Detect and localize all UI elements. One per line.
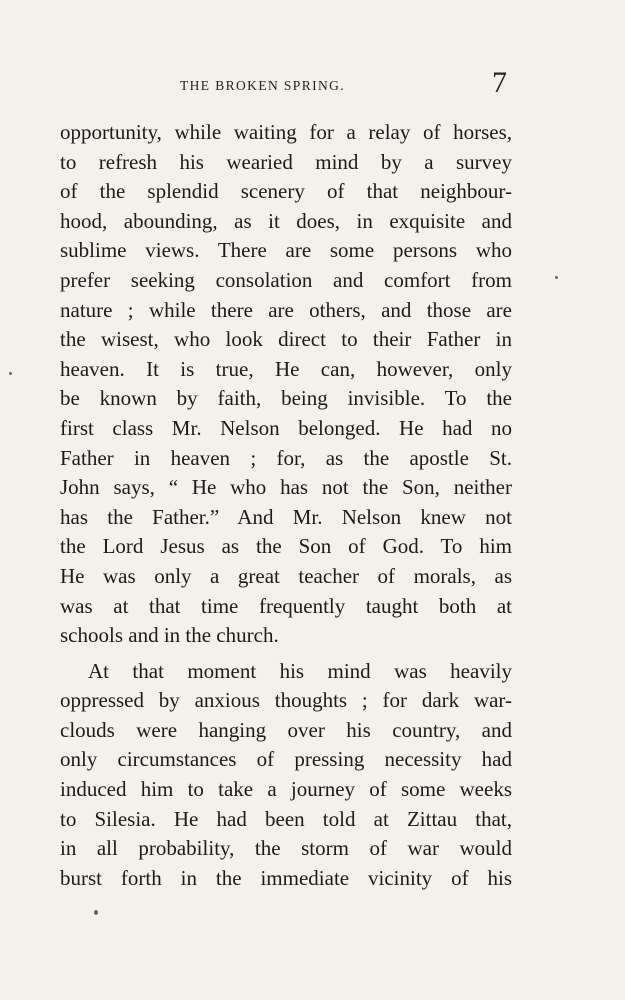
text-line: oppressed by anxious thoughts ; for dark war- bbox=[60, 688, 512, 713]
paper-speck bbox=[94, 910, 98, 915]
text-line: was at that time frequently taught both at bbox=[60, 593, 512, 618]
text-line: schools and in the church. bbox=[60, 623, 279, 648]
text-line: nature ; while there are others, and those are bbox=[60, 297, 512, 322]
text-line: first class Mr. Nelson belonged. He had no bbox=[60, 415, 512, 440]
text-line: Father in heaven ; for, as the apostle St. bbox=[60, 445, 512, 470]
text-line: has the Father.” And Mr. Nelson knew not bbox=[60, 504, 512, 529]
paper-speck bbox=[9, 372, 12, 375]
text-line: sublime views. There are some persons who bbox=[60, 238, 512, 263]
text-line: induced him to take a journey of some weeks bbox=[60, 777, 512, 802]
text-line: opportunity, while waiting for a relay of horses, bbox=[60, 120, 512, 144]
text-line: only circumstances of pressing necessity had bbox=[60, 747, 512, 772]
running-head: THE BROKEN SPRING. bbox=[180, 78, 346, 93]
text-line: hood, abounding, as it does, in exquisite and bbox=[60, 208, 512, 233]
text-line: At that moment his mind was heavily bbox=[88, 658, 512, 683]
text-line: in all probability, the storm of war would bbox=[60, 836, 512, 861]
text-line: burst forth in the immediate vicinity of his bbox=[60, 865, 512, 890]
page-number: 7 bbox=[492, 66, 507, 99]
text-line: to refresh his wearied mind by a survey bbox=[60, 149, 512, 174]
paper-speck bbox=[555, 276, 558, 279]
text-line: clouds were hanging over his country, and bbox=[60, 717, 512, 742]
body-text bbox=[60, 118, 512, 893]
paragraph-1 bbox=[60, 118, 512, 651]
paragraph-2 bbox=[60, 657, 512, 894]
text-line: prefer seeking consolation and comfort from bbox=[60, 267, 512, 292]
text-line: to Silesia. He had been told at Zittau that, bbox=[60, 806, 512, 831]
text-line: be known by faith, being invisible. To the bbox=[60, 386, 512, 411]
text-line: the wisest, who look direct to their Father in bbox=[60, 327, 512, 352]
text-line: of the splendid scenery of that neighbour- bbox=[60, 179, 512, 204]
text-line: the Lord Jesus as the Son of God. To him bbox=[60, 534, 512, 559]
text-line: John says, “ He who has not the Son, neither bbox=[60, 475, 512, 500]
text-line: heaven. It is true, He can, however, only bbox=[60, 356, 512, 381]
text-line: He was only a great teacher of morals, as bbox=[60, 563, 512, 588]
